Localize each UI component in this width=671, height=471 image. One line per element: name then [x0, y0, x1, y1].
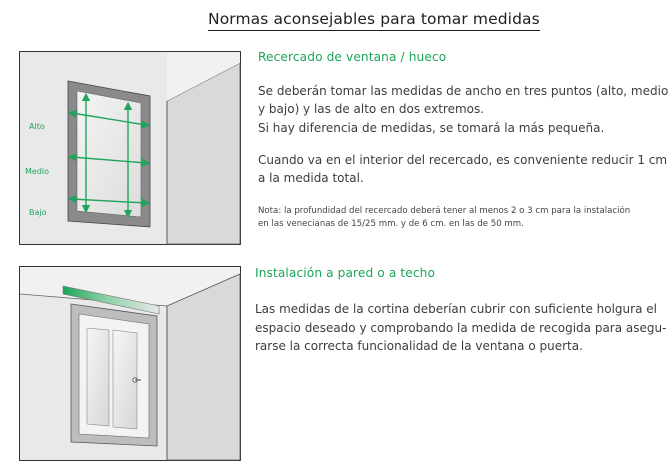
- window-recess-illustration: [19, 51, 241, 245]
- text-line: a la medida total.: [258, 171, 364, 186]
- note-line: Nota: la profundidad del recercado deberá tener al menos 2 o 3 cm para la instalación: [258, 206, 631, 216]
- text-line: y bajo) y las de alto en dos extremos.: [258, 102, 485, 117]
- section1-paragraph-interior: [258, 151, 668, 188]
- wall-install-illustration: [19, 266, 241, 461]
- text-line: Si hay diferencia de medidas, se tomará la más pequeña.: [258, 120, 605, 135]
- text-line: rarse la correcta funcionalidad de la ventana o puerta.: [255, 339, 583, 354]
- text-line: Cuando va en el interior del recercado, es conveniente reducir 1 cm: [258, 153, 668, 167]
- note-line: en las venecianas de 15/25 mm. y de 6 cm. en las de 50 mm.: [258, 219, 524, 229]
- section1-paragraph-measure: [258, 82, 669, 137]
- section2-heading: Instalación a pared o a techo: [255, 266, 436, 280]
- label-bajo: Bajo: [29, 208, 47, 217]
- text-line: Se deberán tomar las medidas de ancho en tres puntos (alto, medio: [258, 84, 669, 98]
- text-line: espacio deseado y comprobando la medida de recogida para asegu-: [255, 320, 667, 335]
- text-line: Las medidas de la cortina deberían cubrir con suficiente holgura el: [255, 302, 657, 316]
- page-title: Normas aconsejables para tomar medidas: [208, 9, 540, 31]
- section2-paragraph: [255, 300, 665, 356]
- label-alto: Alto: [29, 122, 45, 131]
- section1-note: [258, 205, 663, 231]
- section1-heading: Recercado de ventana / hueco: [258, 50, 447, 64]
- label-medio: Medio: [25, 167, 50, 176]
